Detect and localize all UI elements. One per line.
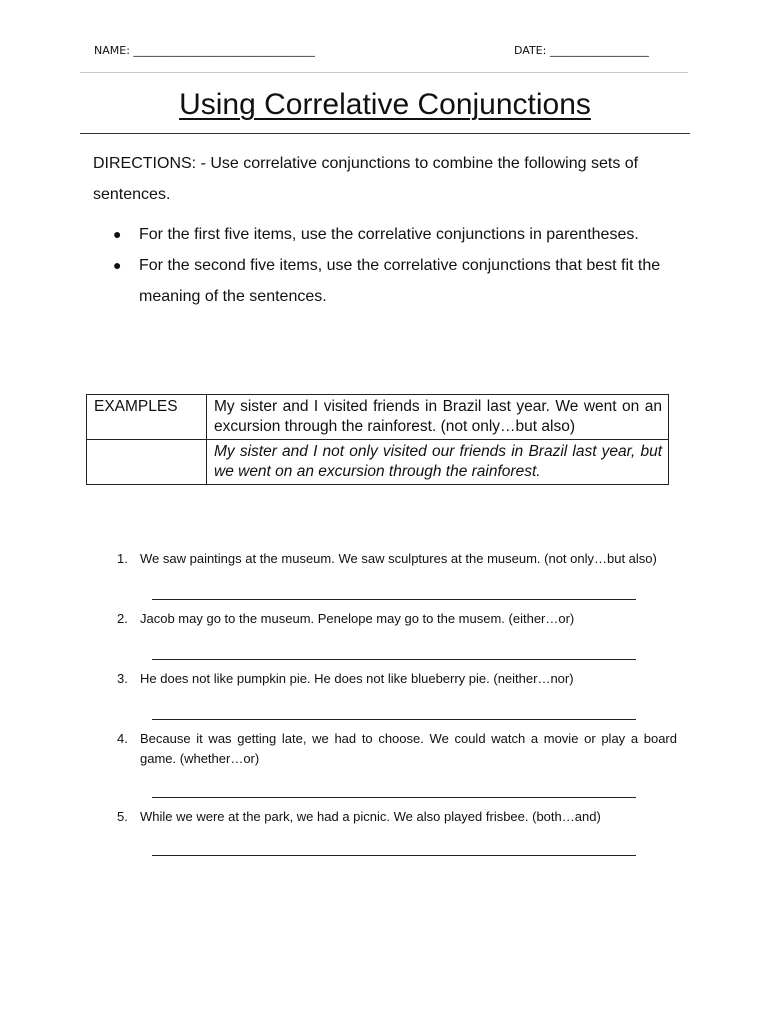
header-divider: [80, 72, 688, 73]
directions-bullet: [110, 250, 680, 312]
exercise-item: [117, 807, 677, 856]
bullet-icon: ●: [113, 257, 122, 273]
item-number: 2.: [117, 611, 128, 626]
answer-line[interactable]: [152, 855, 636, 856]
title-divider: [80, 133, 690, 134]
exercise-item: [117, 729, 677, 807]
exercise-item: [117, 669, 677, 729]
examples-row-answer: [87, 440, 669, 485]
exercise-list: [117, 549, 677, 856]
examples-table: [86, 394, 669, 485]
examples-label-empty: [87, 440, 207, 485]
exercise-item: [117, 609, 677, 669]
name-field-label: NAME: _________________________________: [94, 44, 315, 57]
example-prompt: My sister and I visited friends in Brazil last year. We went on an excursion through the rainforest. (not only…but also): [207, 395, 669, 440]
directions-list: [110, 219, 680, 312]
item-text: Jacob may go to the museum. Penelope may go to the musem. (either…or): [140, 611, 575, 626]
item-text: We saw paintings at the museum. We saw sculptures at the museum. (not only…but also): [140, 551, 657, 566]
item-text: He does not like pumpkin pie. He does not like blueberry pie. (neither…nor): [140, 671, 574, 686]
examples-row-prompt: [87, 395, 669, 440]
worksheet-header: [94, 44, 686, 62]
bullet-icon: ●: [113, 226, 122, 242]
date-field-label: DATE: __________________: [514, 44, 649, 57]
item-text: Because it was getting late, we had to choose. We could watch a movie or play a board game. (whether…or): [140, 731, 677, 766]
item-number: 5.: [117, 809, 128, 824]
item-number: 4.: [117, 731, 128, 746]
page-title: Using Correlative Conjunctions: [179, 88, 591, 121]
item-number: 3.: [117, 671, 128, 686]
example-answer: My sister and I not only visited our friends in Brazil last year, but we went on an excursion through the rainforest.: [207, 440, 669, 485]
exercise-item: [117, 549, 677, 609]
examples-label: EXAMPLES: [87, 395, 207, 440]
item-text: While we were at the park, we had a picnic. We also played frisbee. (both…and): [140, 809, 601, 824]
directions-bullet: [110, 219, 680, 250]
bullet-text: For the second five items, use the correlative conjunctions that best fit the meaning of the sentences.: [139, 257, 661, 305]
item-number: 1.: [117, 551, 128, 566]
directions-text: DIRECTIONS: - Use correlative conjunctions to combine the following sets of sentences.: [93, 155, 639, 203]
bullet-text: For the first five items, use the correlative conjunctions in parentheses.: [139, 226, 639, 243]
